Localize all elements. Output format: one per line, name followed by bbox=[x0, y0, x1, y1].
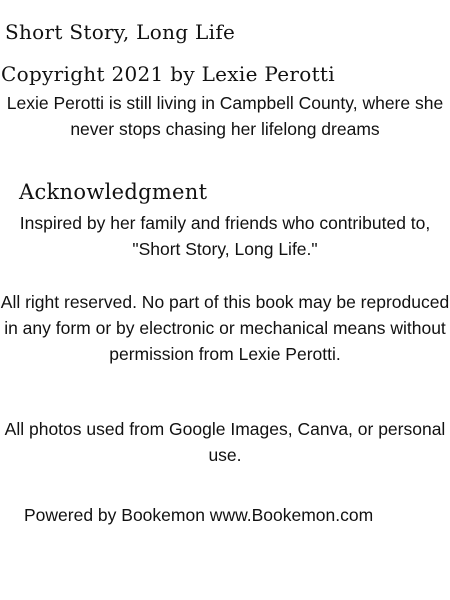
photos-notice: All photos used from Google Images, Canva, or personal use. bbox=[4, 419, 446, 465]
acknowledgment-text: Inspired by her family and friends who contributed to, "Short Story, Long Life." bbox=[19, 213, 431, 259]
acknowledgment-heading: Acknowledgment bbox=[19, 180, 208, 204]
powered-by-line: Powered by Bookemon www.Bookemon.com bbox=[24, 505, 374, 525]
copyright-line: Copyright 2021 by Lexie Perotti bbox=[1, 62, 335, 86]
book-title: Short Story, Long Life bbox=[5, 20, 236, 44]
rights-notice: All right reserved. No part of this book may be reproduced in any form or by electronic or mechanical means without permission from Lexie Perotti. bbox=[0, 292, 450, 364]
author-bio: Lexie Perotti is still living in Campbell County, where she never stops chasing her lifelong dreams bbox=[6, 93, 444, 139]
